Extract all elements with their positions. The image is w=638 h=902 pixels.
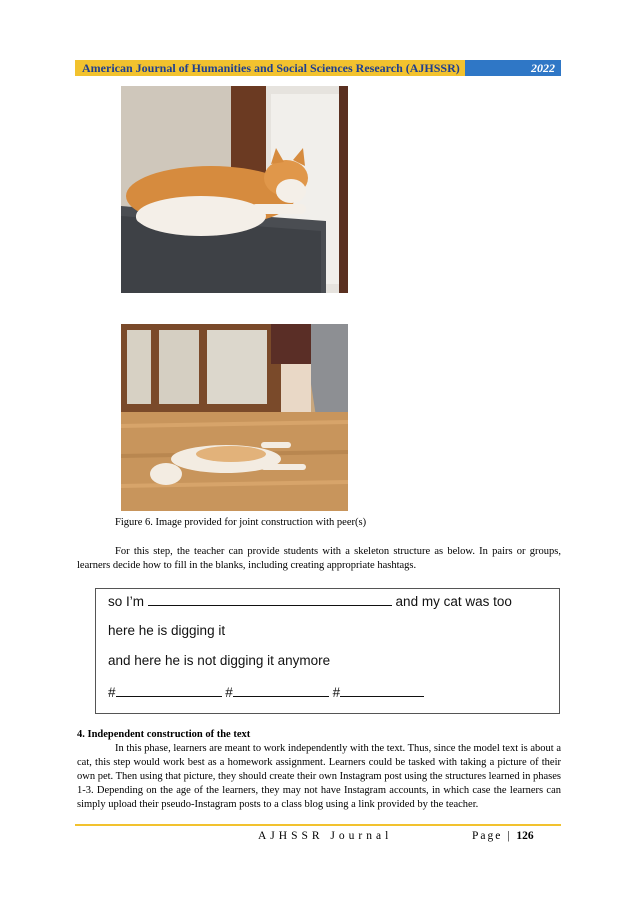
figure-caption: Figure 6. Image provided for joint construction with peer(s): [115, 517, 367, 528]
blank-line: [116, 684, 222, 697]
skeleton-line1-end: and my cat was too: [395, 594, 512, 609]
journal-header: [75, 60, 561, 76]
skeleton-line1-start: so I’m: [108, 594, 145, 609]
journal-year: 2022: [465, 60, 561, 76]
footer-rule: [75, 824, 561, 826]
intro-paragraph: [77, 545, 561, 573]
section-body-text: In this phase, learners are meant to work independently with the text. Thus, since the model text is about a cat, this step would work best as a homework assignment. Learners could be tasked with taking a picture of their own pet. Then using that picture, they should create their own Instagram post using the structures learned in phases 1-3. Depending on the age of the learners, they may not have Instagram accounts, in which case the learners can simply upload their pseudo-Instagram posts to a class blog using a link provided by the teacher.: [77, 743, 561, 810]
intro-text: For this step, the teacher can provide students with a skeleton structure as below. In pairs or groups, learners decide how to fill in the blanks, including creating appropriate hashtags.: [77, 546, 561, 571]
section-heading: 4. Independent construction of the text: [77, 729, 251, 740]
footer-journal: AJHSSR Journal: [258, 830, 393, 842]
section-body: [77, 742, 561, 812]
hashtag-1: #: [108, 685, 116, 700]
page-number: 126: [516, 830, 534, 842]
skeleton-structure-box: [95, 588, 560, 714]
hashtag-3: #: [332, 685, 341, 700]
blank-line: [148, 593, 392, 606]
footer-page-label: Page |: [472, 830, 512, 842]
cat-on-floor-photo: [121, 324, 348, 511]
footer-page: [472, 830, 534, 842]
hashtag-2: #: [225, 685, 233, 700]
hashtag-line: [108, 684, 424, 700]
cat-on-sofa-photo: [121, 86, 348, 293]
skeleton-line-2: here he is digging it: [108, 623, 226, 638]
journal-title: American Journal of Humanities and Social Sciences Research (AJHSSR): [75, 60, 465, 76]
skeleton-line-1: [108, 593, 512, 609]
blank-line: [340, 684, 424, 697]
skeleton-line-3: and here he is not digging it anymore: [108, 653, 331, 668]
blank-line: [233, 684, 329, 697]
